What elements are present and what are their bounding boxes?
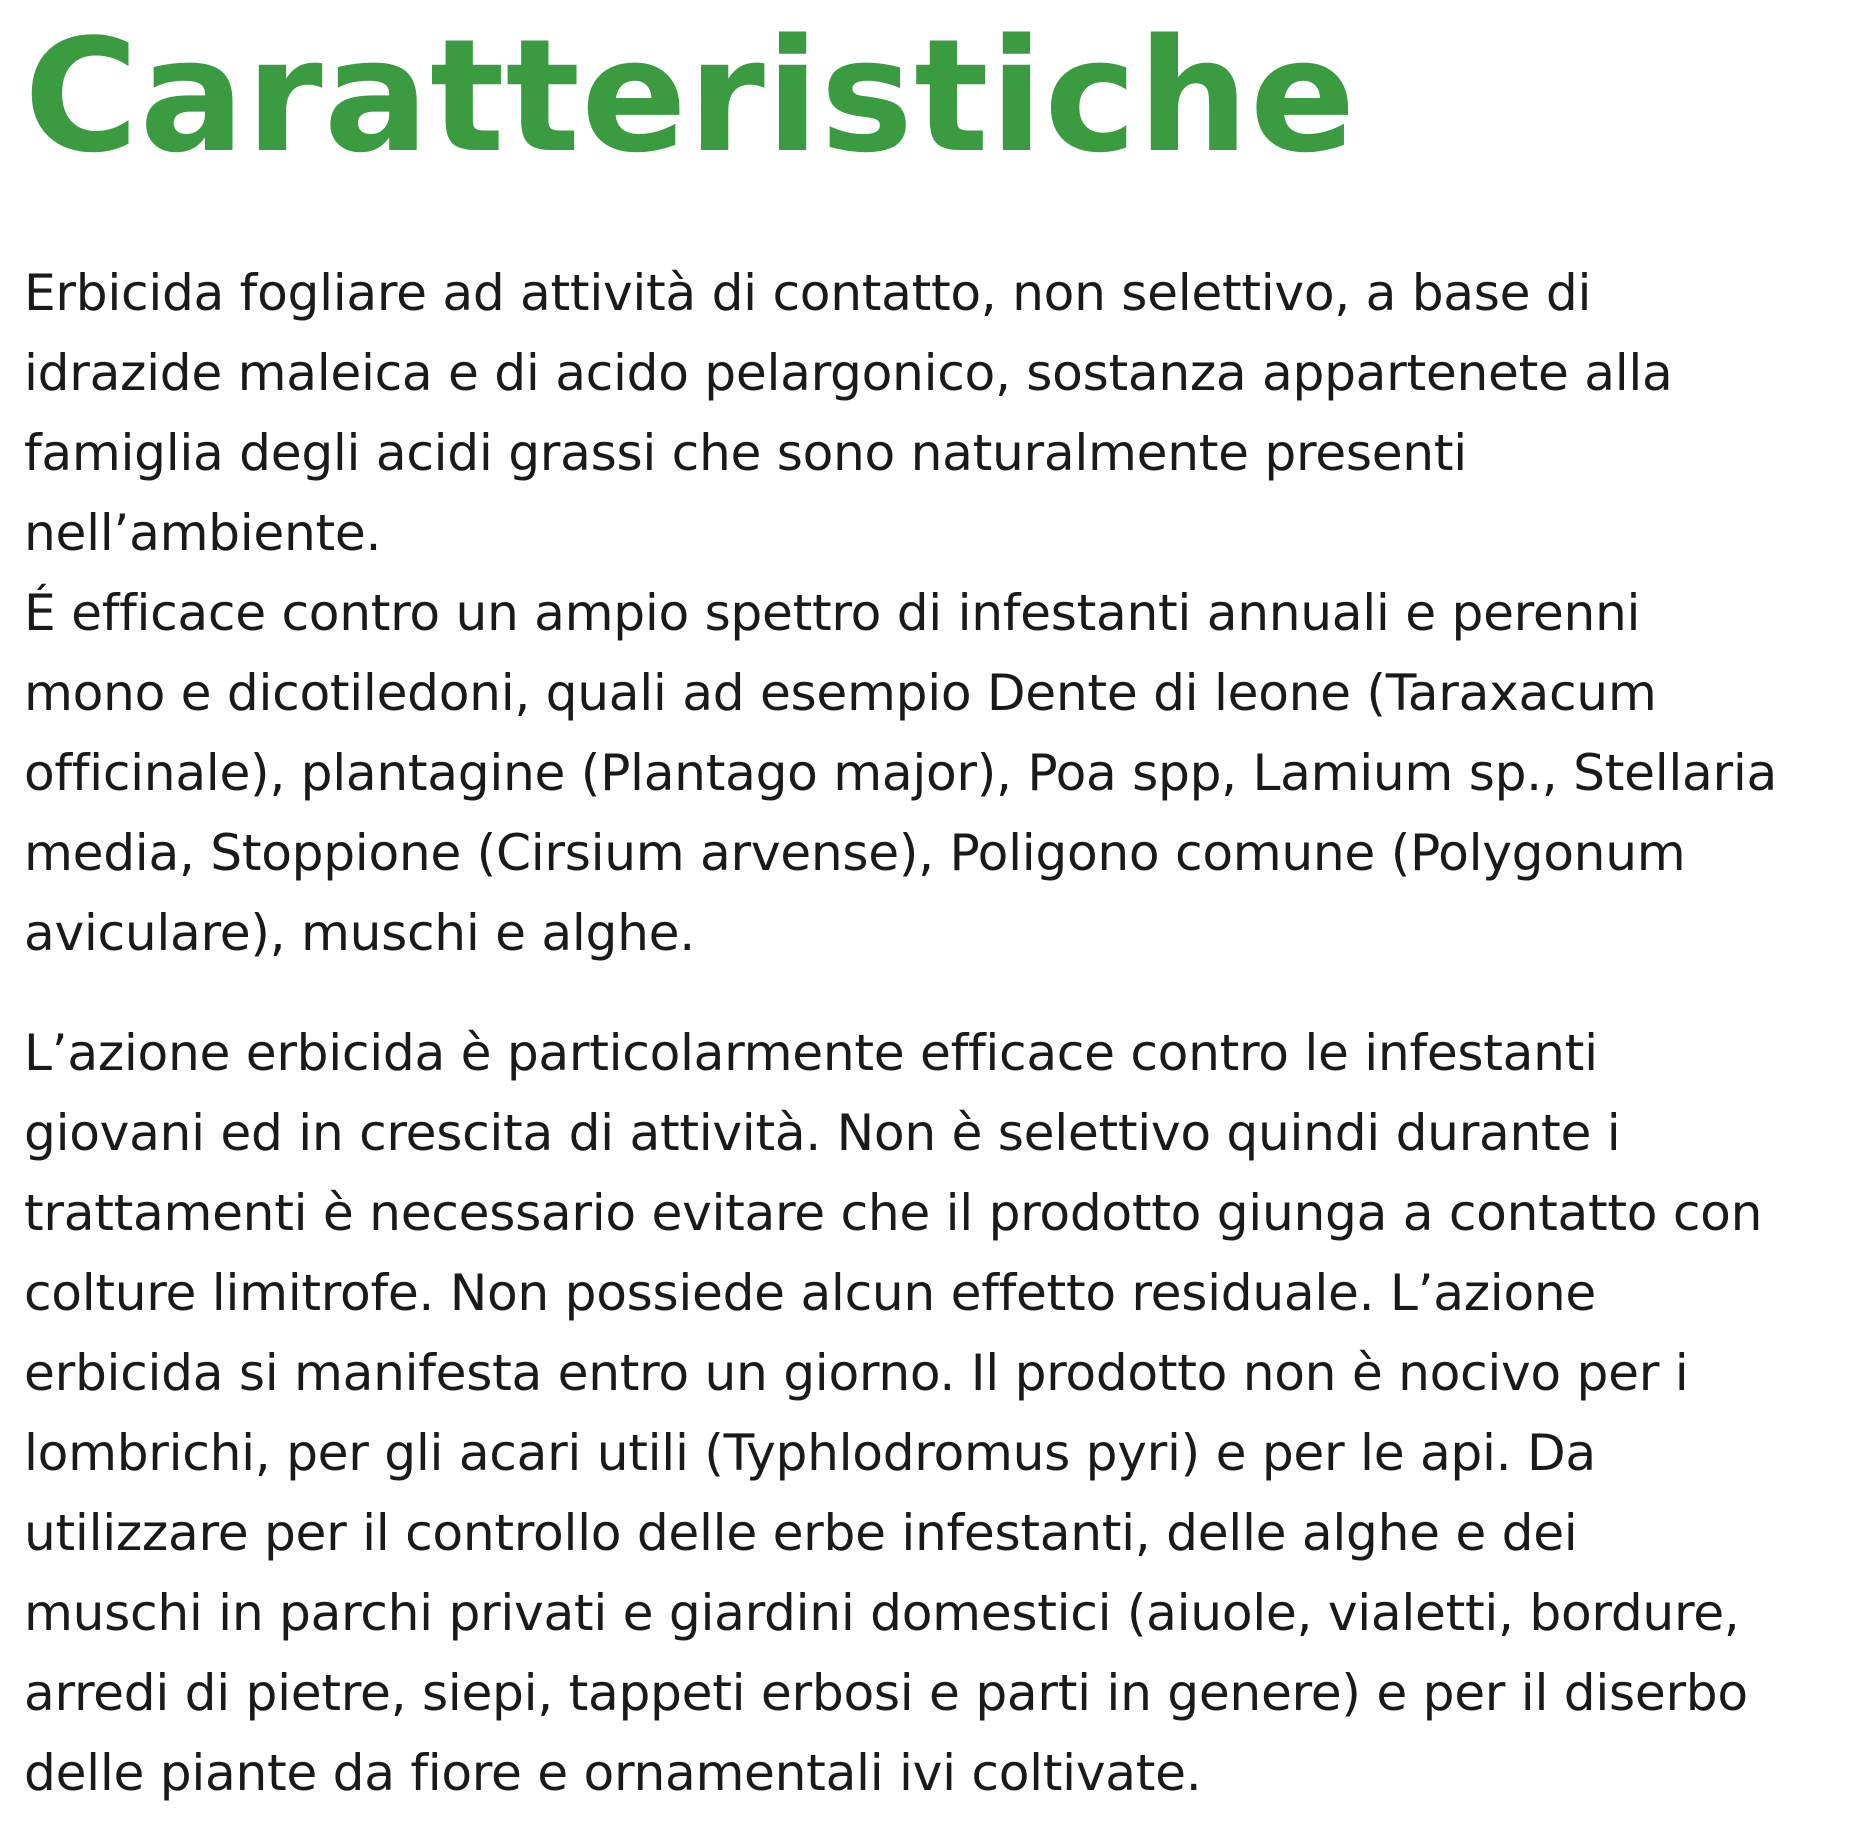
text-line: mono e dicotiledoni, quali ad esempio Dente di leone (Taraxacum (24, 663, 1657, 722)
text-line: officinale), plantagine (Plantago major), Poa spp, Lamium sp., Stellaria (24, 743, 1777, 802)
paragraph-description (24, 253, 1854, 573)
document-page (24, 0, 1854, 1813)
paragraph-action (24, 1013, 1854, 1813)
text-line: idrazide maleica e di acido pelargonico, sostanza appartenete alla (24, 343, 1673, 402)
text-line: aviculare), muschi e alghe. (24, 903, 695, 962)
text-line: media, Stoppione (Cirsium arvense), Poligono comune (Polygonum (24, 823, 1686, 882)
text-line: colture limitrofe. Non possiede alcun effetto residuale. L’azione (24, 1263, 1597, 1322)
text-line: muschi in parchi privati e giardini domestici (aiuole, vialetti, bordure, (24, 1583, 1740, 1642)
text-line: É efficace contro un ampio spettro di infestanti annuali e perenni (24, 583, 1641, 642)
paragraph-efficacy (24, 573, 1854, 973)
text-line: lombrichi, per gli acari utili (Typhlodromus pyri) e per le api. Da (24, 1423, 1596, 1482)
text-line: giovani ed in crescita di attività. Non è selettivo quindi durante i (24, 1103, 1621, 1162)
section-title: Caratteristiche (24, 5, 1357, 187)
text-line: L’azione erbicida è particolarmente efficace contro le infestanti (24, 1023, 1598, 1082)
text-line: erbicida si manifesta entro un giorno. Il prodotto non è nocivo per i (24, 1343, 1689, 1402)
text-line: utilizzare per il controllo delle erbe infestanti, delle alghe e dei (24, 1503, 1578, 1562)
text-line: famiglia degli acidi grassi che sono naturalmente presenti (24, 423, 1467, 482)
text-line: nell’ambiente. (24, 503, 382, 562)
text-line: Erbicida fogliare ad attività di contatto, non selettivo, a base di (24, 263, 1592, 322)
text-line: arredi di pietre, siepi, tappeti erbosi e parti in genere) e per il diserbo (24, 1663, 1748, 1722)
text-line: trattamenti è necessario evitare che il prodotto giunga a contatto con (24, 1183, 1763, 1242)
text-line: delle piante da fiore e ornamentali ivi coltivate. (24, 1743, 1202, 1802)
